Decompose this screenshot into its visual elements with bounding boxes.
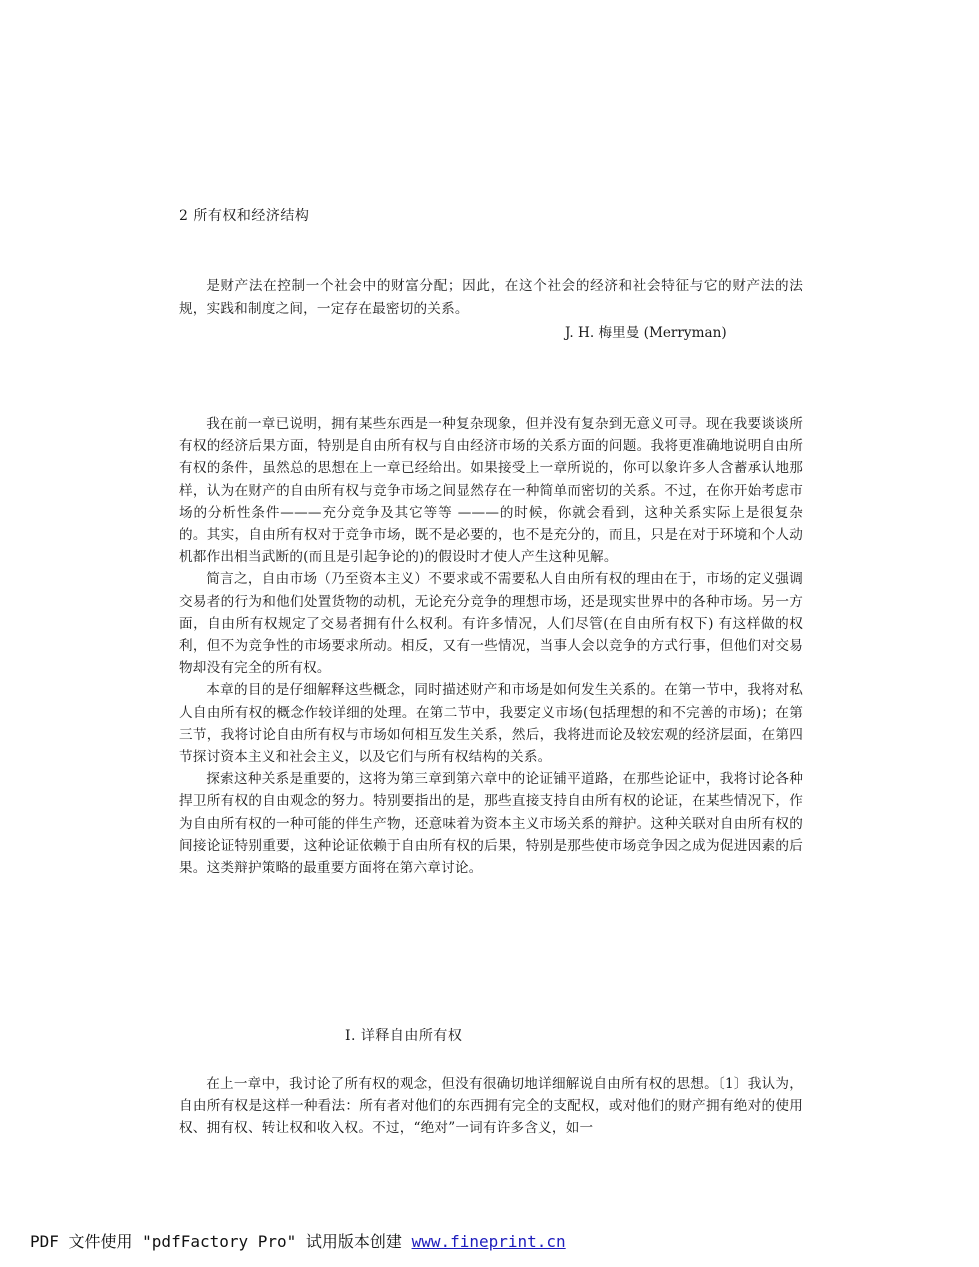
paragraph: 探索这种关系是重要的，这将为第三章到第六章中的论证铺平道路，在那些论证中，我将讨论各种捍卫所有权的自由观念的努力。特别要指出的是，那些直接支持自由所有权的论证，在某些情况下，作为自由所有权的一种可能的伴生产物，还意味着为资本主义市场关系的辩护。这种关联对自由所有权的间接论证特别重要，这种论证依赖于自由所有权的后果，特别是那些使市场竞争因之成为促进因素的后果。这类辩护策略的最重要方面将在第六章讨论。 (179, 771, 803, 877)
pdf-watermark-footer (30, 1232, 566, 1252)
body-text (179, 413, 803, 879)
paragraph: 简言之，自由市场（乃至资本主义）不要求或不需要私人自由所有权的理由在于，市场的定义强调交易者的行为和他们处置货物的动机，无论充分竞争的理想市场，还是现实世界中的各种市场。另一方面，自由所有权规定了交易者拥有什么权利。有许多情况，人们尽管(在自由所有权下) 有这样做的权利，但不为竞争性的市场要求所动。相反，又有一些情况，当事人会以竞争的方式行事，但他们对交易物却没有完全的所有权。 (179, 571, 803, 677)
epigraph-attribution: J. H. 梅里曼 (Merryman) (565, 325, 727, 341)
section-body-text (179, 1073, 803, 1140)
paragraph: 在上一章中，我讨论了所有权的观念，但没有很确切地详细解说自由所有权的思想。〔1〕我认为，自由所有权是这样一种看法：所有者对他们的东西拥有完全的支配权，或对他们的财产拥有绝对的使用权、拥有权、转让权和收入权。不过，“绝对”一词有许多含义，如一 (179, 1076, 803, 1137)
footer-text: PDF 文件使用 "pdfFactory Pro" 试用版本创建 (30, 1232, 412, 1251)
epigraph-quote: 是财产法在控制一个社会中的财富分配；因此，在这个社会的经济和社会特征与它的财产法的法规，实践和制度之间，一定存在最密切的关系。 (179, 278, 803, 317)
footer-link[interactable]: www.fineprint.cn (411, 1232, 566, 1251)
paragraph: 本章的目的是仔细解释这些概念，同时描述财产和市场是如何发生关系的。在第一节中，我将对私人自由所有权的概念作较详细的处理。在第二节中，我要定义市场(包括理想的和不完善的市场)；在第三节，我将讨论自由所有权与市场如何相互发生关系，然后，我将进而论及较宏观的经济层面，在第四节探讨资本主义和社会主义，以及它们与所有权结构的关系。 (179, 682, 803, 766)
paragraph: 我在前一章已说明，拥有某些东西是一种复杂现象，但并没有复杂到无意义可寻。现在我要谈谈所有权的经济后果方面，特别是自由所有权与自由经济市场的关系方面的问题。我将更准确地说明自由所有权的条件，虽然总的思想在上一章已经给出。如果接受上一章所说的，你可以象许多人含蓄承认地那样，认为在财产的自由所有权与竞争市场之间显然存在一种简单而密切的关系。不过，在你开始考虑市场的分析性条件———充分竞争及其它等等 ———的时候，你就会看到，这种关系实际上是很复杂的。其实，自由所有权对于竞争市场，既不是必要的，也不是充分的，而且，只是在对于环境和个人动机都作出相当武断的(而且是引起争论的)的假设时才使人产生这种见解。 (179, 416, 803, 566)
section-heading: I. 详释自由所有权 (345, 1028, 463, 1044)
chapter-title: 2 所有权和经济结构 (179, 208, 310, 224)
